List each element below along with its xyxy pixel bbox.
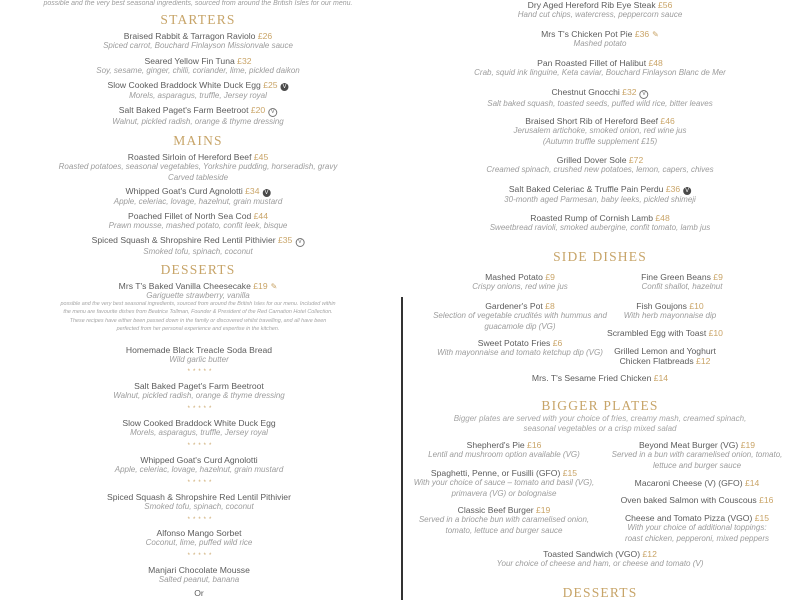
item-name: [109, 211, 288, 222]
item-name: [414, 468, 594, 479]
item-title: Macaroni Cheese (V) (GFO): [634, 477, 743, 488]
menu-item: [472, 272, 568, 293]
item-name: [59, 152, 338, 163]
item-price: £10: [689, 300, 704, 311]
star-separator: *****: [187, 553, 215, 559]
item-name: [490, 213, 711, 224]
menu-item: [126, 345, 272, 366]
menu-item: [518, 0, 683, 21]
item-title: Gardener's Pot: [485, 300, 543, 311]
item-description: roast chicken, pepperoni, mixed peppers: [624, 533, 770, 543]
item-price: £56: [658, 0, 673, 10]
item-price: £19: [253, 280, 268, 291]
item-title: Braised Rabbit & Tarragon Raviolo: [123, 30, 256, 41]
item-price: £12: [696, 356, 711, 366]
menu-item: [474, 58, 726, 79]
menu-item: [414, 468, 594, 500]
item-description: Morels, asparagus, truffle, Jersey royal: [129, 90, 267, 100]
item-price: £16: [527, 439, 542, 450]
item-price: £12: [642, 548, 657, 559]
star-separator: *****: [187, 443, 215, 449]
intro-line: the menu are favourite dishes from Beatrice Tollman, Founder & President of the Red Carnation Hotel Collection.: [63, 309, 333, 316]
menu-item: [487, 87, 712, 110]
bigger-plates-note: [454, 414, 747, 434]
item-name: [624, 301, 716, 312]
item-description: Creamed spinach, crushed new potatoes, lemon, capers, chives: [486, 165, 714, 174]
item-description: Apple, celeriac, lovage, hazelnut, grain mustard: [114, 465, 284, 474]
item-price: £36: [634, 28, 650, 39]
item-title: Manjari Chocolate Mousse: [148, 564, 250, 575]
menu-item: [514, 116, 687, 148]
item-price: £36: [665, 183, 681, 194]
menu-item: [486, 155, 713, 176]
menu-item: [541, 29, 659, 50]
menu-item: [621, 495, 774, 506]
vegetarian-icon: V: [264, 189, 269, 196]
item-description: (Autumn truffle supplement £15): [542, 136, 658, 146]
item-description: Smoked tofu, spinach, coconut: [144, 502, 254, 511]
item-price: £32: [622, 86, 637, 97]
item-title: Alfonso Mango Sorbet: [156, 527, 242, 538]
item-description: Lentil and mushroom option available (VG): [428, 450, 580, 459]
menu-item: [107, 80, 288, 102]
heading-bigger-plates: BIGGER PLATES: [541, 398, 659, 413]
column-divider: [401, 297, 403, 600]
item-description: Roasted potatoes, seasonal vegetables, Yorkshire pudding, horseradish, gravy: [58, 162, 338, 171]
item-title-line2: Chicken Flatbreads: [619, 356, 694, 366]
item-description: Crispy onions, red wine jus: [472, 282, 568, 291]
item-title: Salt Baked Celeriac & Truffle Pain Perdu: [508, 183, 664, 194]
item-name: [641, 272, 723, 283]
item-title: Whipped Goat's Curd Agnolotti: [140, 454, 258, 465]
intro-top-text: possible and the very best seasonal ingredients, sourced from around the British Isles for our menu.: [43, 0, 353, 7]
menu-item: [497, 549, 704, 570]
item-name: [122, 418, 275, 429]
item-title: Mrs. T's Sesame Fried Chicken: [531, 372, 652, 383]
intro-line: possible and the very best seasonal ingredients, sourced from around the British Isles for our menu. Included within: [60, 301, 336, 307]
item-price: £25: [263, 79, 278, 90]
item-price: £19: [740, 439, 756, 450]
vegetarian-icon: V: [282, 83, 287, 90]
item-description: Carved tableside: [167, 172, 229, 182]
item-title: Mrs T's Chicken Pot Pie: [541, 28, 633, 39]
item-name: [433, 301, 607, 312]
item-title: Spiced Squash & Shropshire Red Lentil Pithivier: [91, 234, 276, 245]
item-title: Salt Baked Paget's Farm Beetroot: [118, 104, 249, 115]
menu-item: [532, 373, 668, 384]
item-name: [621, 495, 774, 506]
heading-side-dishes: SIDE DISHES: [553, 249, 647, 264]
item-title: Poached Fillet of North Sea Cod: [128, 210, 252, 221]
note-line: Bigger plates are served with your choice of fries, creamy mash, creamed spinach,: [453, 414, 747, 423]
signature-dish-icon: ✎: [270, 281, 278, 291]
menu-item: [112, 105, 284, 128]
item-name: [126, 345, 272, 356]
item-description: Walnut, pickled radish, orange & thyme dressing: [112, 116, 284, 126]
item-title: Classic Beef Burger: [457, 504, 534, 515]
item-description: Salt baked squash, toasted seeds, puffed wild rice, bitter leaves: [487, 98, 713, 108]
item-title: Seared Yellow Fin Tuna: [144, 55, 235, 66]
item-description: Morels, asparagus, truffle, Jersey royal: [130, 428, 268, 437]
menu-item: [433, 301, 607, 333]
item-name: [532, 373, 668, 384]
star-separator: *****: [187, 480, 215, 486]
menu-item: [641, 272, 723, 293]
item-description: 30-month aged Parmesan, baby leeks, pickled shimeji: [504, 194, 696, 204]
item-description: Gariguette strawberry, vanilla: [146, 291, 250, 300]
heading-desserts-right: DESSERTS: [562, 585, 638, 600]
item-price: £9: [713, 271, 723, 282]
item-title: Fish Goujons: [636, 300, 687, 311]
item-name: [514, 116, 687, 127]
item-description: Served in a brioche bun with caramelised onion,: [418, 515, 590, 524]
item-description: Soy, sesame, ginger, chilli, coriander, lime, pickled daikon: [96, 66, 300, 75]
item-title: Mrs T's Baked Vanilla Cheesecake: [118, 280, 251, 291]
item-name: [474, 58, 726, 69]
menu-item: [428, 440, 580, 461]
item-title: Whipped Goat's Curd Agnolotti: [125, 185, 243, 196]
heading-starters: STARTERS: [160, 12, 236, 27]
menu-item: [122, 418, 275, 439]
menu-item: [625, 513, 769, 545]
intro-paragraph: [60, 300, 335, 333]
item-name: [437, 338, 603, 349]
menu-item: [119, 281, 278, 302]
intro-line: These recipes have either been passed down in the family or discovered whilst travelling, and all have been: [69, 317, 327, 324]
item-title: Salt Baked Paget's Farm Beetroot: [134, 380, 264, 391]
item-name: [419, 505, 589, 516]
menu-item: [635, 478, 760, 489]
item-title: Pan Roasted Fillet of Halibut: [537, 57, 647, 68]
item-price: £48: [648, 57, 663, 68]
item-description: Walnut, pickled radish, orange & thyme dressing: [113, 391, 285, 400]
item-name: [472, 272, 568, 283]
item-name: [103, 31, 293, 42]
item-price: £32: [237, 55, 252, 66]
vegan-icon: V: [268, 108, 277, 117]
item-name: [113, 381, 285, 392]
menu-item: [107, 492, 291, 513]
menu-item: [92, 235, 305, 258]
item-price: £8: [545, 300, 555, 311]
item-title: Cheese and Tomato Pizza (VGO): [624, 512, 753, 523]
item-name: [504, 184, 696, 195]
item-title: Toasted Sandwich (VGO): [543, 548, 641, 559]
item-title: Spaghetti, Penne, or Fusilli (GFO): [430, 467, 561, 478]
item-price: £46: [660, 115, 675, 126]
star-separator: *****: [187, 406, 215, 412]
item-price: £44: [253, 210, 268, 221]
item-name: [107, 80, 288, 91]
item-price: £20: [250, 104, 266, 115]
item-title: Roasted Rump of Cornish Lamb: [530, 212, 654, 223]
item-name: [107, 492, 291, 503]
item-price: £14: [744, 477, 760, 488]
item-name: [518, 0, 683, 10]
menu-item: [607, 328, 723, 339]
vegan-icon: V: [640, 90, 649, 99]
item-description: Salted peanut, banana: [158, 575, 240, 584]
item-description: Apple, celeriac, lovage, hazelnut, grain mustard: [113, 196, 283, 206]
item-price: £14: [653, 372, 669, 383]
item-title: Fine Green Beans: [641, 271, 711, 282]
menu-item: [624, 301, 716, 322]
menu-item: [504, 184, 696, 206]
heading-mains: MAINS: [173, 133, 223, 148]
menu-item: [614, 346, 716, 367]
item-description: Spiced carrot, Bouchard Finlayson Missionvale sauce: [103, 41, 293, 50]
item-description: guacamole dip (VG): [484, 321, 556, 331]
item-description: Smoked tofu, spinach, coconut: [143, 246, 253, 256]
menu-item: [59, 152, 338, 184]
item-name: [635, 478, 760, 489]
item-description: Coconut, lime, puffed wild rice: [145, 538, 253, 547]
item-description: Sweetbread ravioli, smoked aubergine, confit tomato, lamb jus: [489, 223, 711, 232]
item-description: With herb mayonnaise dip: [623, 311, 717, 320]
item-name: [487, 87, 712, 99]
item-price: £34: [245, 185, 260, 196]
item-description: Wild garlic butter: [169, 355, 229, 364]
item-name: [146, 528, 253, 539]
item-name: [114, 186, 283, 197]
item-title: Slow Cooked Braddock White Duck Egg: [107, 79, 261, 90]
item-title: Grilled Dover Sole: [556, 154, 627, 165]
item-description: With your choice of additional toppings:: [627, 523, 767, 532]
item-price: £72: [628, 154, 644, 165]
star-separator: *****: [187, 369, 215, 375]
menu-item: [419, 505, 589, 537]
item-name: [115, 455, 284, 466]
item-name: [614, 346, 716, 367]
menu-item: [490, 213, 711, 234]
item-description: Prawn mousse, mashed potato, confit leek, bisque: [108, 221, 288, 230]
item-title: Scrambled Egg with Toast: [607, 327, 707, 338]
or-label: Or: [194, 588, 204, 598]
item-price: £9: [545, 271, 555, 282]
item-description: With your choice of sauce – tomato and basil (VG),: [413, 478, 595, 487]
menu-item: [109, 211, 288, 232]
item-price: £35: [277, 234, 293, 245]
menu-item: [146, 528, 253, 549]
item-title: Sweet Potato Fries: [477, 337, 551, 348]
item-name: [541, 29, 659, 40]
item-title: Roasted Sirloin of Hereford Beef: [127, 151, 252, 162]
item-price: £45: [253, 151, 269, 162]
item-name: [497, 549, 704, 560]
item-price: £48: [655, 212, 670, 223]
item-price: £19: [535, 504, 551, 515]
menu-item: [115, 455, 284, 476]
item-title: Mashed Potato: [485, 271, 543, 282]
item-name: [612, 440, 783, 451]
menu-item: [437, 338, 603, 359]
vegan-icon: V: [295, 238, 304, 247]
item-name: [119, 281, 278, 292]
item-name: [112, 105, 284, 117]
item-description: Selection of vegetable crudités with hummus and: [433, 311, 607, 320]
item-title: Homemade Black Treacle Soda Bread: [125, 344, 273, 355]
heading-desserts: DESSERTS: [160, 262, 236, 277]
intro-line: perfected from her personal experience and expertise in the kitchen.: [116, 325, 280, 332]
item-price: £15: [754, 512, 770, 523]
item-price: £6: [552, 337, 563, 348]
item-name: [96, 56, 300, 67]
item-name: [486, 155, 713, 166]
item-description: Mashed potato: [573, 39, 627, 48]
item-description: tomato, lettuce and burger sauce: [445, 525, 563, 535]
item-title: Slow Cooked Braddock White Duck Egg: [122, 417, 276, 428]
item-name: [428, 440, 580, 451]
item-description: Jerusalem artichoke, smoked onion, red wine jus: [513, 126, 687, 135]
item-description: Hand cut chips, watercress, peppercorn sauce: [517, 10, 683, 19]
item-description: Served in a bun with caramelised onion, tomato,: [611, 450, 783, 459]
item-description: Confit shallot, hazelnut: [641, 282, 723, 291]
item-title: Dry Aged Hereford Rib Eye Steak: [527, 0, 656, 10]
item-description: Crab, squid ink linguine, Keta caviar, Bouchard Finlayson Blanc de Mer: [474, 68, 726, 77]
menu-item: [612, 440, 783, 472]
star-separator: *****: [187, 517, 215, 523]
item-name: [607, 328, 723, 339]
item-title: Spiced Squash & Shropshire Red Lentil Pithivier: [107, 491, 291, 502]
item-title: Beyond Meat Burger (VG): [638, 439, 739, 450]
item-description: With mayonnaise and tomato ketchup dip (VG): [437, 348, 603, 357]
item-title: Grilled Lemon and Yoghurt: [614, 345, 716, 356]
item-description: primavera (VG) or bolognaise: [451, 488, 557, 498]
menu-item: [114, 186, 283, 208]
item-title: Chestnut Gnocchi: [551, 86, 620, 97]
vegetarian-icon: V: [685, 187, 690, 194]
item-name: [92, 235, 305, 247]
item-description: lettuce and burger sauce: [652, 460, 742, 470]
item-description: Your choice of cheese and ham, or cheese and tomato (V): [496, 559, 704, 568]
item-price: £16: [759, 494, 774, 505]
item-name: [625, 513, 769, 524]
item-name: [148, 565, 250, 576]
item-title: Oven baked Salmon with Couscous: [620, 494, 757, 505]
menu-item: [148, 565, 250, 586]
menu-item: [113, 381, 285, 402]
item-price: £26: [257, 30, 273, 41]
item-title: Braised Short Rib of Hereford Beef: [525, 115, 659, 126]
item-price: £15: [562, 467, 578, 478]
note-line: seasonal vegetables or a crisp mixed salad: [523, 424, 677, 433]
menu-item: [96, 56, 300, 77]
item-title: Shepherd's Pie: [466, 439, 525, 450]
signature-dish-icon: ✎: [652, 29, 659, 39]
item-price: £10: [708, 327, 723, 338]
menu-item: [103, 31, 293, 52]
